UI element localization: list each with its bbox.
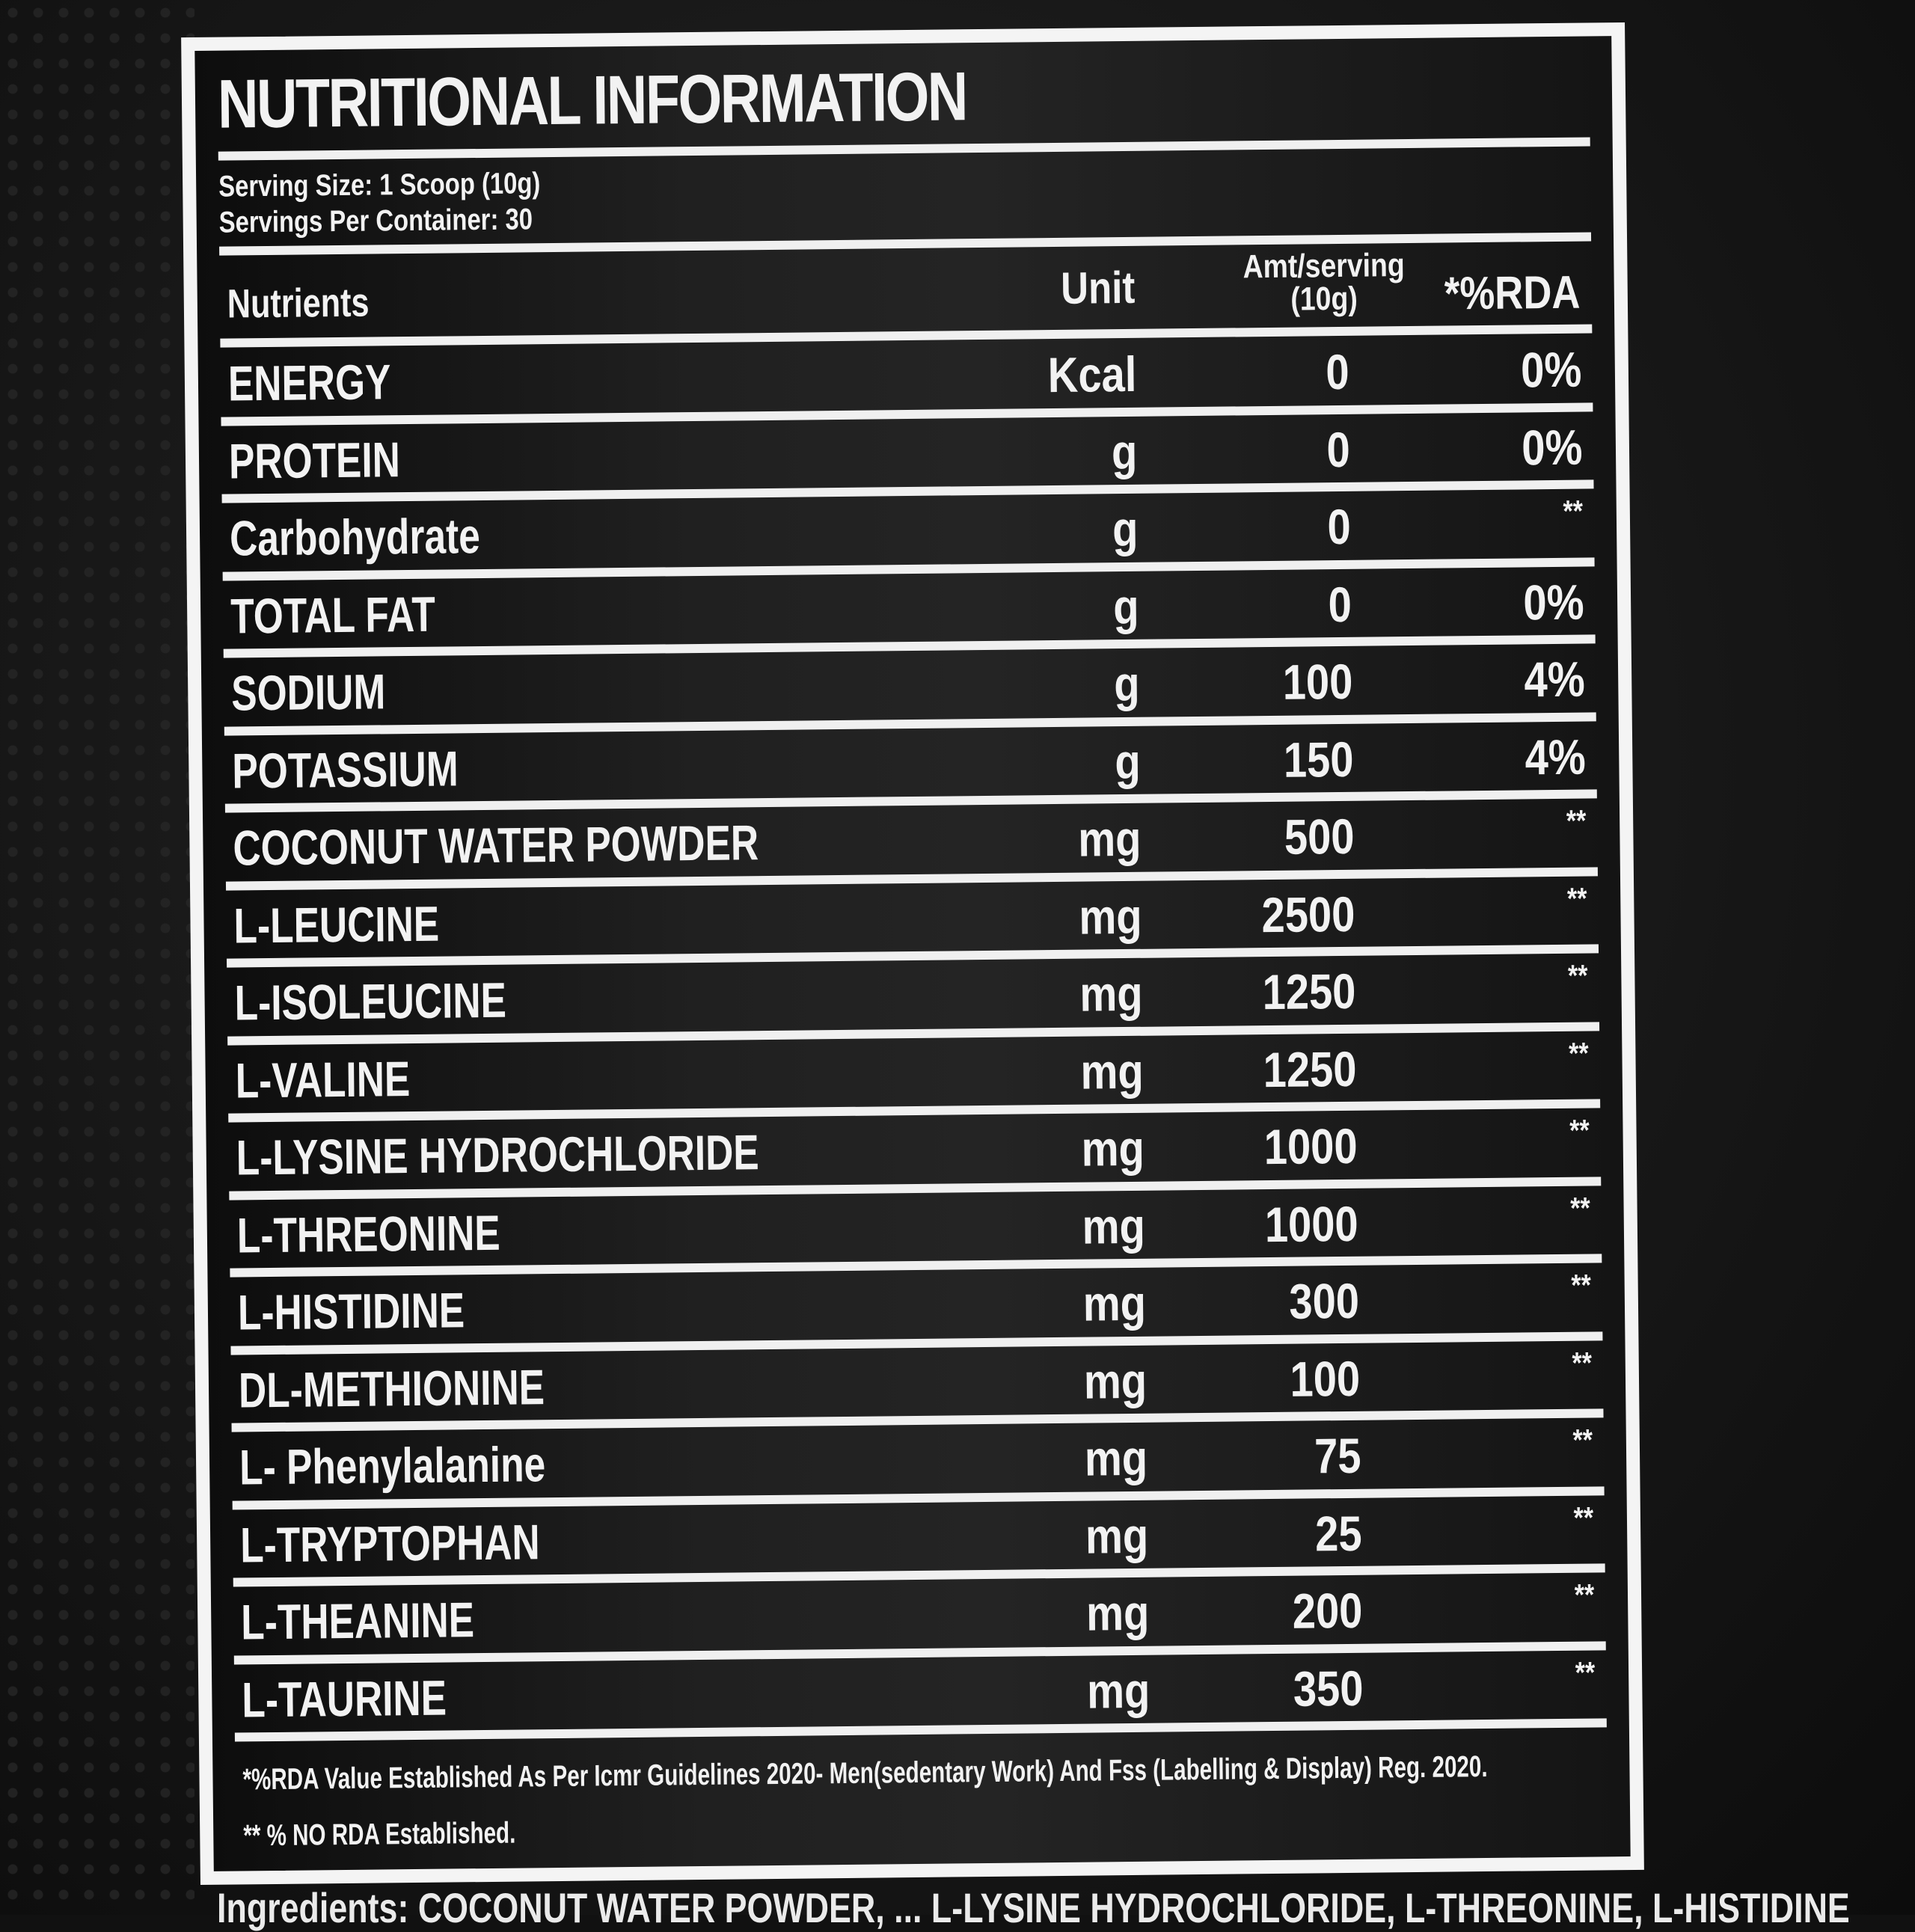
nutrient-unit: g (1112, 500, 1139, 557)
nutrient-name: Carbohydrate (229, 508, 481, 566)
header-amt-serving (1243, 249, 1405, 316)
nutrient-unit: mg (1082, 1197, 1146, 1254)
nutrient-rda: ** (1572, 1423, 1593, 1457)
nutrient-amount: 100 (1289, 1350, 1361, 1407)
servings-per-container: Servings Per Container: 30 (218, 203, 533, 239)
nutrient-rda: ** (1563, 494, 1584, 528)
nutrient-name: L-VALINE (235, 1050, 411, 1108)
nutrient-unit: g (1113, 655, 1140, 712)
nutrient-name: L-THREONINE (236, 1204, 501, 1263)
nutrient-unit: mg (1086, 1662, 1150, 1719)
nutrient-amount: 1000 (1263, 1117, 1358, 1175)
nutrient-unit: mg (1084, 1429, 1148, 1486)
nutrient-unit: g (1114, 733, 1141, 789)
nutrient-unit: mg (1082, 1275, 1147, 1331)
nutrient-unit: mg (1085, 1507, 1149, 1564)
ingredients-text: Ingredients: COCONUT WATER POWDER, ... L-LYSINE HYDROCHLORIDE, L-THREONINE, L-HISTIDINE (217, 1884, 1850, 1931)
dot-texture (0, 0, 194, 1915)
nutrient-amount: 300 (1288, 1272, 1360, 1329)
nutrient-amount: 2500 (1261, 886, 1355, 942)
header-nutrients: Nutrients (227, 280, 370, 327)
nutrient-amount: 0 (1326, 343, 1350, 400)
nutrient-name: DL-METHIONINE (238, 1358, 545, 1417)
nutrient-amount: 1250 (1262, 963, 1356, 1020)
nutrient-rda: ** (1569, 1114, 1590, 1147)
label-title: NUTRITIONAL INFORMATION (217, 58, 967, 143)
nutrient-rda: ** (1566, 882, 1587, 916)
row-divider (222, 479, 1594, 503)
nutrient-rda: ** (1570, 1269, 1591, 1302)
nutrient-unit: mg (1085, 1584, 1150, 1641)
nutrient-name: L- Phenylalanine (239, 1436, 546, 1495)
footnote-no-rda: ** % NO RDA Established. (243, 1816, 516, 1853)
nutrient-amount: 0 (1326, 421, 1351, 477)
nutrient-unit: g (1112, 578, 1139, 634)
nutrient-amount: 150 (1283, 731, 1354, 788)
nutrient-name: ENERGY (227, 354, 391, 411)
nutrient-name: L-ISOLEUCINE (234, 972, 507, 1031)
footnote-rda: *%RDA Value Established As Per Icmr Guidelines 2020- Men(sedentary Work) And Fss (Labelling & Display) Reg. 2020. (242, 1750, 1488, 1797)
nutrient-unit: mg (1083, 1352, 1148, 1409)
nutrient-unit: g (1111, 423, 1138, 479)
nutrient-amount: 350 (1293, 1660, 1364, 1717)
nutrient-name: L-HISTIDINE (237, 1282, 465, 1340)
nutrient-amount: 1000 (1264, 1195, 1359, 1252)
nutrient-amount: 25 (1314, 1505, 1362, 1561)
nutrient-unit: Kcal (1047, 346, 1137, 403)
nutrient-name: TOTAL FAT (230, 586, 436, 644)
nutrient-rda: ** (1566, 804, 1587, 838)
row-divider (221, 402, 1593, 426)
nutrient-name: SODIUM (230, 663, 386, 721)
nutrient-rda: 4% (1524, 729, 1586, 785)
row-divider (224, 712, 1596, 735)
nutrition-label (181, 22, 1644, 1885)
row-divider (228, 1099, 1600, 1122)
nutrient-rda: ** (1568, 1037, 1589, 1070)
nutrient-name: L-TRYPTOPHAN (239, 1513, 540, 1572)
nutrient-rda: ** (1572, 1346, 1593, 1380)
nutrient-name: COCONUT WATER POWDER (233, 815, 759, 876)
serving-size: Serving Size: 1 Scoop (10g) (218, 167, 541, 203)
nutrient-name: L-LEUCINE (233, 895, 440, 953)
nutrient-name: PROTEIN (228, 431, 401, 489)
nutrient-rda: ** (1574, 1578, 1595, 1612)
nutrient-rda: 0% (1521, 419, 1583, 475)
nutrient-name: L-THEANINE (240, 1592, 475, 1650)
nutrient-rda: ** (1567, 959, 1588, 993)
nutrient-amount: 100 (1282, 653, 1353, 710)
nutrient-name: L-LYSINE HYDROCHLORIDE (236, 1124, 760, 1186)
header-rda: *%RDA (1444, 266, 1581, 320)
nutrient-amount: 0 (1328, 576, 1352, 632)
nutrient-rda: ** (1569, 1192, 1590, 1225)
nutrient-rda: 0% (1520, 341, 1582, 398)
nutrient-unit: mg (1079, 965, 1143, 1022)
nutrient-name: POTASSIUM (231, 740, 459, 799)
nutrient-unit: mg (1080, 1043, 1145, 1100)
header-amt-line2: (10g) (1290, 280, 1358, 318)
header-amt-line1: Amt/serving (1243, 247, 1405, 286)
divider (220, 324, 1592, 347)
nutrient-unit: mg (1078, 888, 1142, 945)
nutrient-amount: 75 (1314, 1427, 1361, 1484)
nutrient-rda: ** (1575, 1656, 1596, 1690)
nutrient-rda: 0% (1522, 574, 1584, 630)
nutrient-rda: ** (1573, 1501, 1594, 1535)
nutrient-amount: 0 (1327, 498, 1352, 555)
nutrient-amount: 500 (1284, 808, 1355, 865)
header-unit: Unit (1061, 262, 1136, 313)
nutrient-unit: mg (1077, 810, 1142, 867)
nutrient-amount: 1250 (1263, 1040, 1358, 1097)
nutrient-amount: 200 (1292, 1582, 1363, 1639)
nutrient-rda: 4% (1523, 651, 1585, 708)
nutrient-unit: mg (1081, 1120, 1145, 1177)
nutrient-name: L-TAURINE (242, 1669, 447, 1727)
